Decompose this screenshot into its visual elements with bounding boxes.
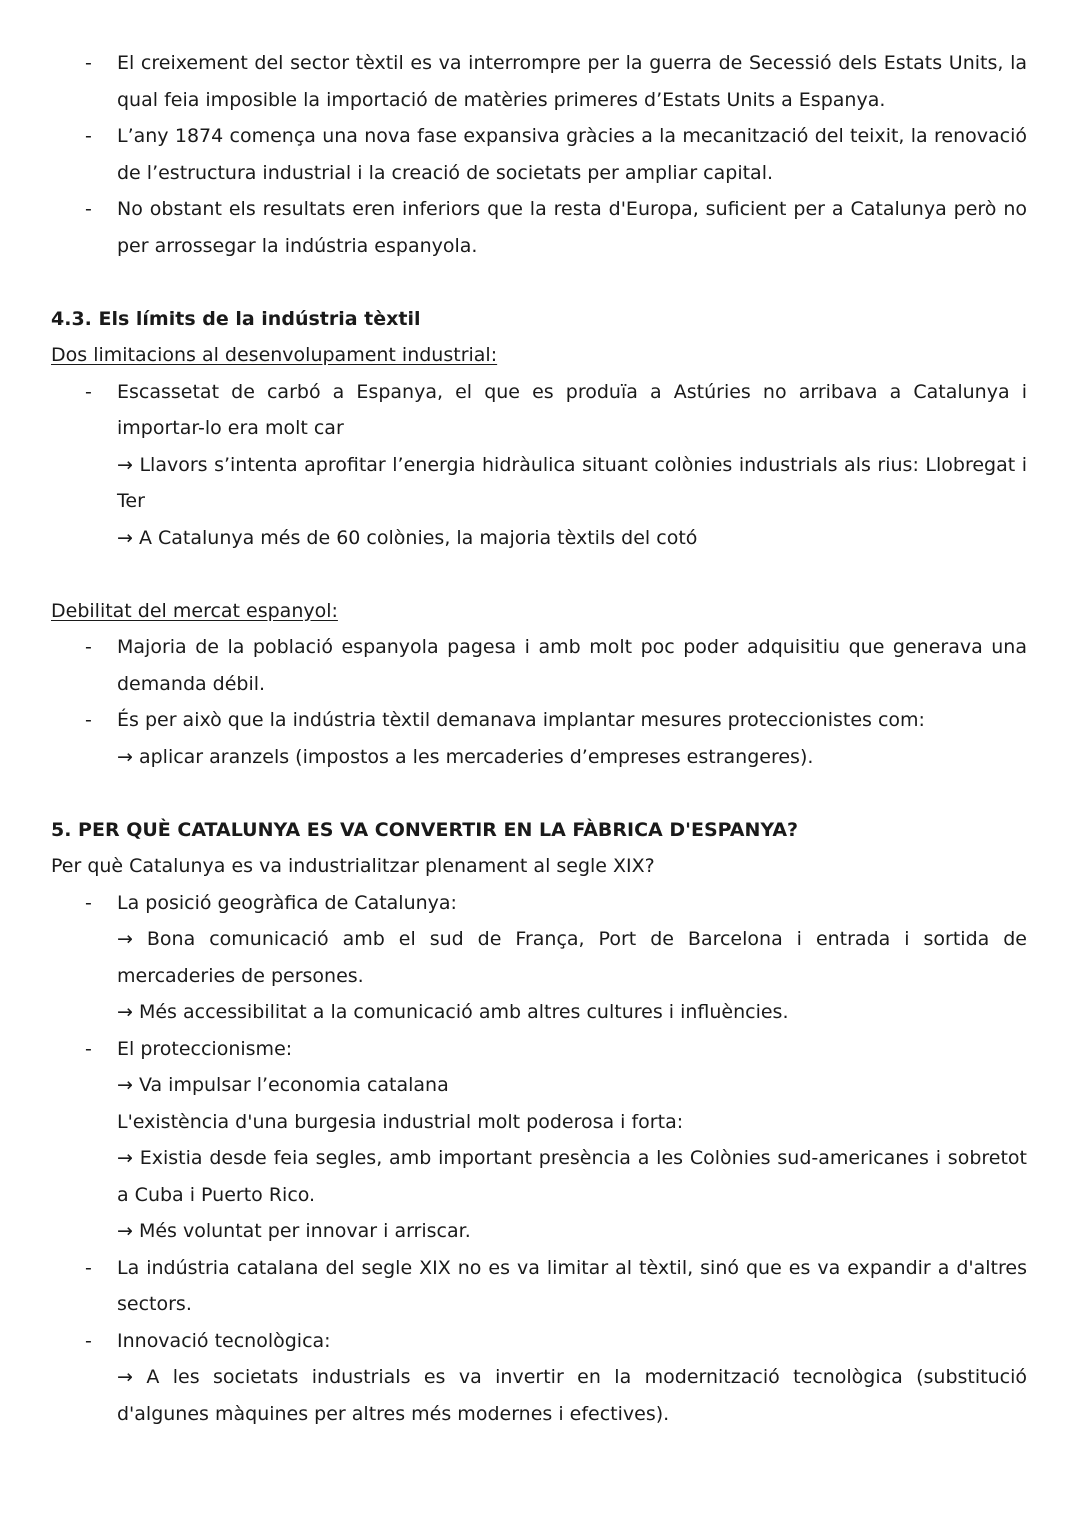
bullet-text: L’any 1874 comença una nova fase expansiva gràcies a la mecanització del teixit, la renovació de l’estructura industrial i la creació de societats per ampliar capital.: [117, 125, 1027, 184]
bullet-item: [51, 702, 1027, 739]
bullet-text: Majoria de la població espanyola pagesa i amb molt poc poder adquisitiu que generava una demanda débil.: [117, 636, 1027, 695]
arrow-subitem: → Més accessibilitat a la comunicació amb altres cultures i influències.: [117, 1001, 789, 1023]
section-heading-4-3: 4.3. Els límits de la indústria tèxtil: [51, 307, 421, 330]
document-page: [51, 45, 1027, 1432]
bullet-text: La indústria catalana del segle XIX no es va limitar al tèxtil, sinó que es va expandir a d'altres sectors.: [117, 1256, 1027, 1315]
bullet-dash: -: [85, 52, 92, 74]
bullet-item: [51, 45, 1027, 118]
bullet-item: [51, 885, 1027, 922]
bullet-text: El proteccionisme:: [117, 1037, 293, 1060]
bullet-dash: -: [85, 1037, 92, 1060]
spacer: [51, 556, 1027, 593]
bullet-dash: -: [85, 709, 92, 731]
section-heading-5: 5. PER QUÈ CATALUNYA ES VA CONVERTIR EN LA FÀBRICA D'ESPANYA?: [51, 818, 799, 841]
bullet-dash: -: [85, 380, 92, 403]
subheading-market: Debilitat del mercat espanyol:: [51, 599, 338, 622]
bullet-item: [51, 1323, 1027, 1360]
bullet-dash: -: [85, 125, 92, 147]
arrow-subitem: → Bona comunicació amb el sud de França, Port de Barcelona i entrada i sortida de mercaderies de persones.: [117, 928, 1027, 987]
bullet-text: Innovació tecnològica:: [117, 1329, 331, 1352]
subheading-limitations: Dos limitacions al desenvolupament industrial:: [51, 344, 498, 366]
indented-text: L'existència d'una burgesia industrial molt poderosa i forta:: [117, 1110, 684, 1133]
bullet-item: [51, 191, 1027, 264]
bullet-text: No obstant els resultats eren inferiors que la resta d'Europa, suficient per a Catalunya però no per arrossegar la indústria espanyola.: [117, 198, 1027, 257]
bullet-text: És per això que la indústria tèxtil demanava implantar mesures proteccionistes com:: [117, 709, 925, 731]
spacer: [51, 264, 1027, 301]
arrow-subitem: → A Catalunya més de 60 colònies, la majoria tèxtils del cotó: [117, 526, 698, 549]
bullet-item: [51, 629, 1027, 702]
bullet-dash: -: [85, 636, 92, 658]
arrow-subitem: → Va impulsar l’economia catalana: [117, 1074, 449, 1096]
section-question: Per què Catalunya es va industrialitzar plenament al segle XIX?: [51, 855, 655, 877]
arrow-subitem: → aplicar aranzels (impostos a les mercaderies d’empreses estrangeres).: [117, 745, 814, 768]
bullet-item: [51, 118, 1027, 191]
spacer: [51, 775, 1027, 812]
arrow-subitem: → Llavors s’intenta aprofitar l’energia hidràulica situant colònies industrials als rius: Llobregat i Ter: [117, 453, 1027, 512]
bullet-dash: -: [85, 1256, 92, 1279]
bullet-dash: -: [85, 891, 92, 914]
bullet-text: El creixement del sector tèxtil es va interrompre per la guerra de Secessió dels Estats Units, la qual feia imposible la importació de matèries primeres d’Estats Units a Espanya.: [117, 52, 1027, 111]
bullet-text: La posició geogràfica de Catalunya:: [117, 891, 457, 914]
arrow-subitem: → Més voluntat per innovar i arriscar.: [117, 1220, 471, 1242]
bullet-dash: -: [85, 1329, 92, 1352]
bullet-dash: -: [85, 198, 92, 220]
bullet-item: [51, 1250, 1027, 1323]
arrow-subitem: → Existia desde feia segles, amb important presència a les Colònies sud-americanes i sobretot a Cuba i Puerto Rico.: [117, 1147, 1027, 1206]
arrow-subitem: → A les societats industrials es va invertir en la modernització tecnològica (substitució d'algunes màquines per altres més modernes i efectives).: [117, 1366, 1027, 1425]
bullet-item: [51, 1031, 1027, 1068]
bullet-text: Escassetat de carbó a Espanya, el que es produïa a Astúries no arribava a Catalunya i importar-lo era molt car: [117, 380, 1027, 439]
bullet-item: [51, 374, 1027, 447]
